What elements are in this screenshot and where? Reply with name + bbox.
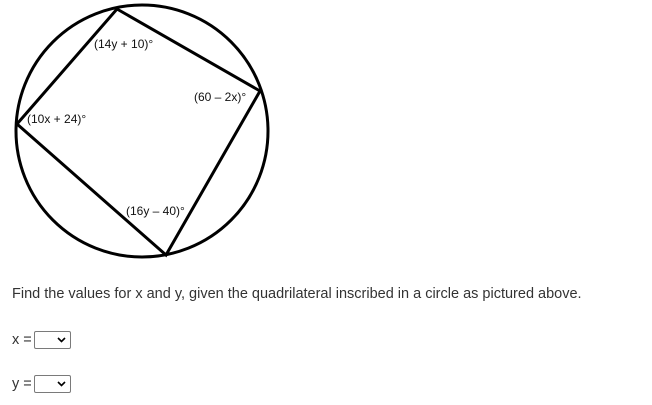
question-text: Find the values for x and y, given the quadrilateral inscribed in a circle as pictured above. (12, 286, 582, 302)
chevron-down-icon (57, 381, 66, 387)
chevron-down-icon (57, 337, 66, 343)
x-answer-dropdown[interactable] (34, 331, 71, 349)
angle-label-bottom: (16y – 40)° (126, 204, 185, 218)
angle-label-left: (10x + 24)° (27, 112, 87, 126)
answer-row-x (12, 331, 71, 349)
x-answer-label: x = (12, 332, 32, 348)
angle-label-right: (60 – 2x)° (194, 90, 247, 104)
y-answer-dropdown[interactable] (34, 375, 71, 393)
angle-label-top: (14y + 10)° (94, 37, 154, 51)
inscribed-quadrilateral-diagram (0, 0, 300, 270)
y-answer-label: y = (12, 376, 32, 392)
answer-row-y (12, 375, 71, 393)
